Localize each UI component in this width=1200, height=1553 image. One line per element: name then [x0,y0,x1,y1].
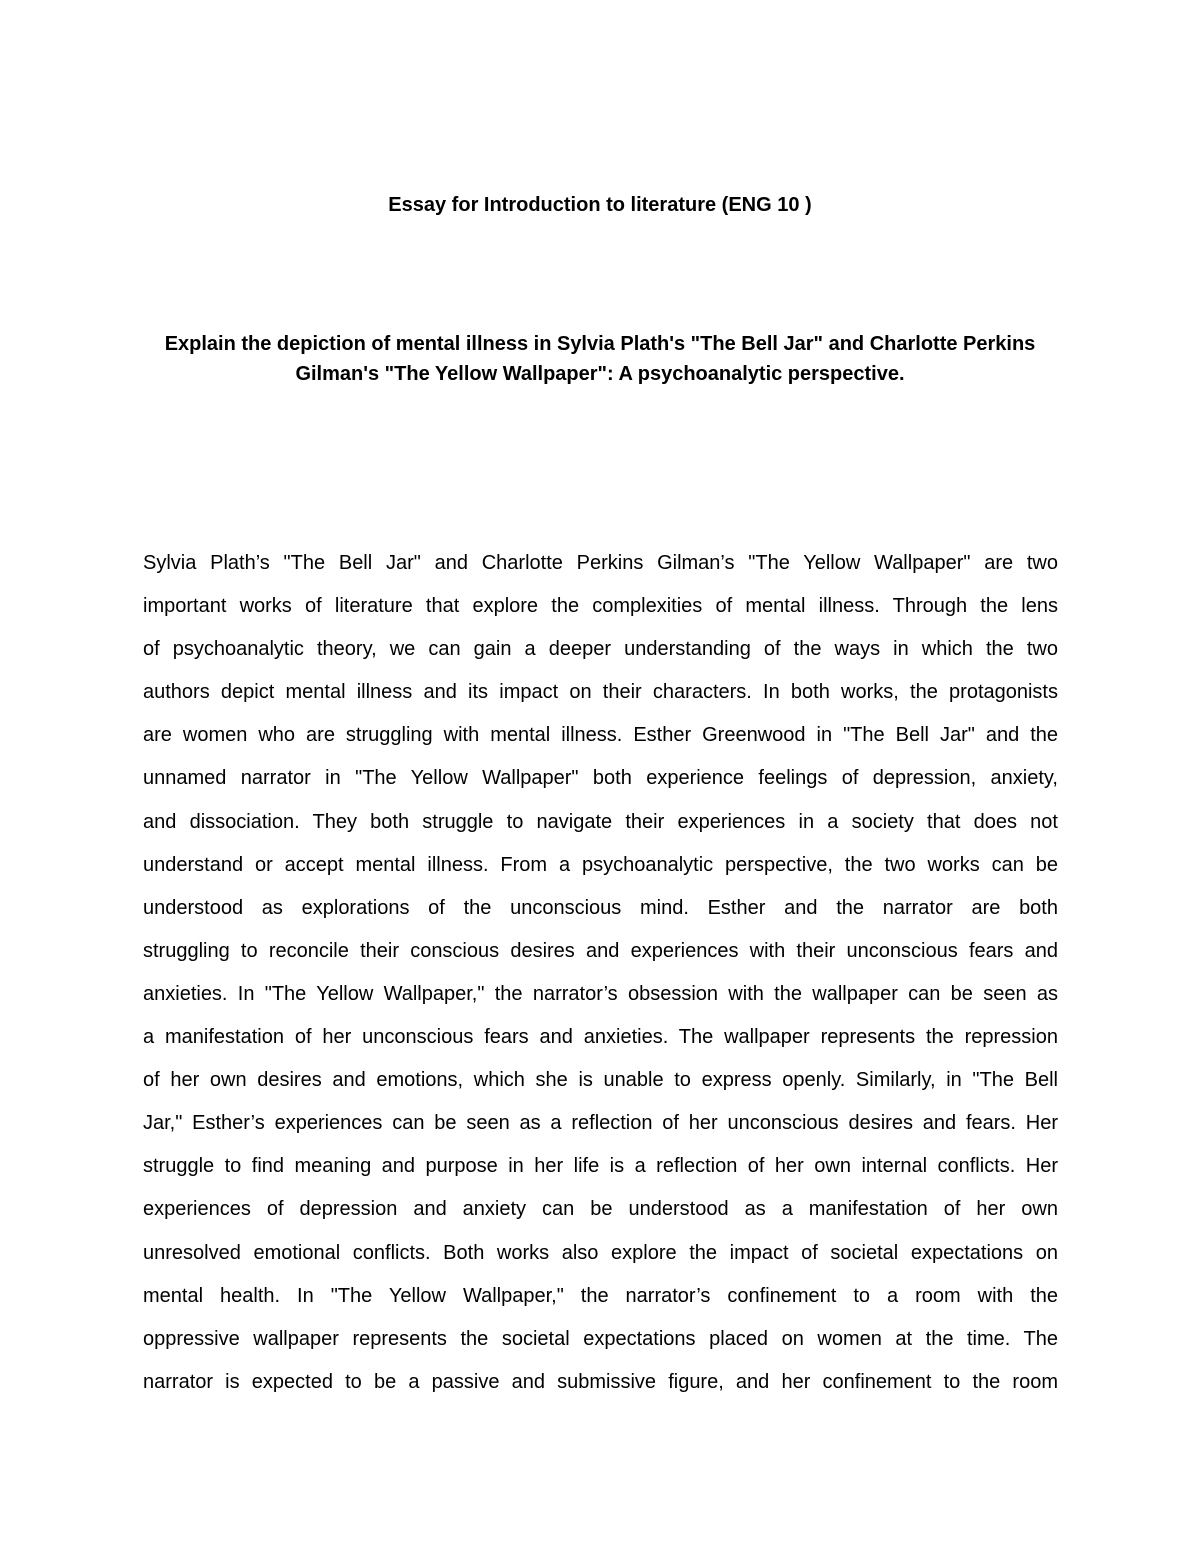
essay-body-line: authors depict mental illness and its impact on their characters. In both works, the protagonists [143,681,1058,704]
essay-body-line: unresolved emotional conflicts. Both works also explore the impact of societal expectations on [143,1241,1058,1264]
essay-body-line: struggle to find meaning and purpose in her life is a reflection of her own internal conflicts. Her [143,1155,1058,1178]
essay-body-line: unnamed narrator in "The Yellow Wallpaper" both experience feelings of depression, anxiety, [143,767,1058,790]
essay-question [143,329,1057,389]
essay-body-line: of psychoanalytic theory, we can gain a deeper understanding of the ways in which the two [143,638,1058,661]
essay-body-line: important works of literature that explore the complexities of mental illness. Through the lens [143,595,1058,618]
essay-body-line: a manifestation of her unconscious fears and anxieties. The wallpaper represents the repression [143,1026,1058,1049]
essay-question-line: Explain the depiction of mental illness in Sylvia Plath's "The Bell Jar" and Charlotte Perkins [164,333,1036,355]
essay-body-line: struggling to reconcile their conscious desires and experiences with their unconscious fears and [143,939,1058,962]
essay-body-line: Jar," Esther’s experiences can be seen as a reflection of her unconscious desires and fears. Her [143,1112,1058,1135]
essay-body-line: oppressive wallpaper represents the societal expectations placed on women at the time. The [143,1327,1058,1350]
essay-body-line: understood as explorations of the unconscious mind. Esther and the narrator are both [143,896,1058,919]
essay-body-line: and dissociation. They both struggle to navigate their experiences in a society that does not [143,810,1058,833]
essay-question-line: Gilman's "The Yellow Wallpaper": A psychoanalytic perspective. [295,363,905,385]
essay-body-line: of her own desires and emotions, which she is unable to express openly. Similarly, in "The Bell [143,1069,1058,1092]
essay-body-line: understand or accept mental illness. From a psychoanalytic perspective, the two works can be [143,853,1058,876]
essay-body-line: narrator is expected to be a passive and submissive figure, and her confinement to the room [143,1370,1058,1393]
essay-body [143,545,1058,1407]
essay-body-line: anxieties. In "The Yellow Wallpaper," the narrator’s obsession with the wallpaper can be seen as [143,982,1058,1005]
essay-body-line: Sylvia Plath’s "The Bell Jar" and Charlotte Perkins Gilman’s "The Yellow Wallpaper" are two [143,552,1058,574]
document-title: Essay for Introduction to literature (ENG 10 ) [388,194,812,216]
essay-body-line: mental health. In "The Yellow Wallpaper," the narrator’s confinement to a room with the [143,1284,1058,1307]
essay-body-line: are women who are struggling with mental illness. Esther Greenwood in "The Bell Jar" and the [143,724,1058,747]
essay-body-line: experiences of depression and anxiety can be understood as a manifestation of her own [143,1198,1058,1221]
